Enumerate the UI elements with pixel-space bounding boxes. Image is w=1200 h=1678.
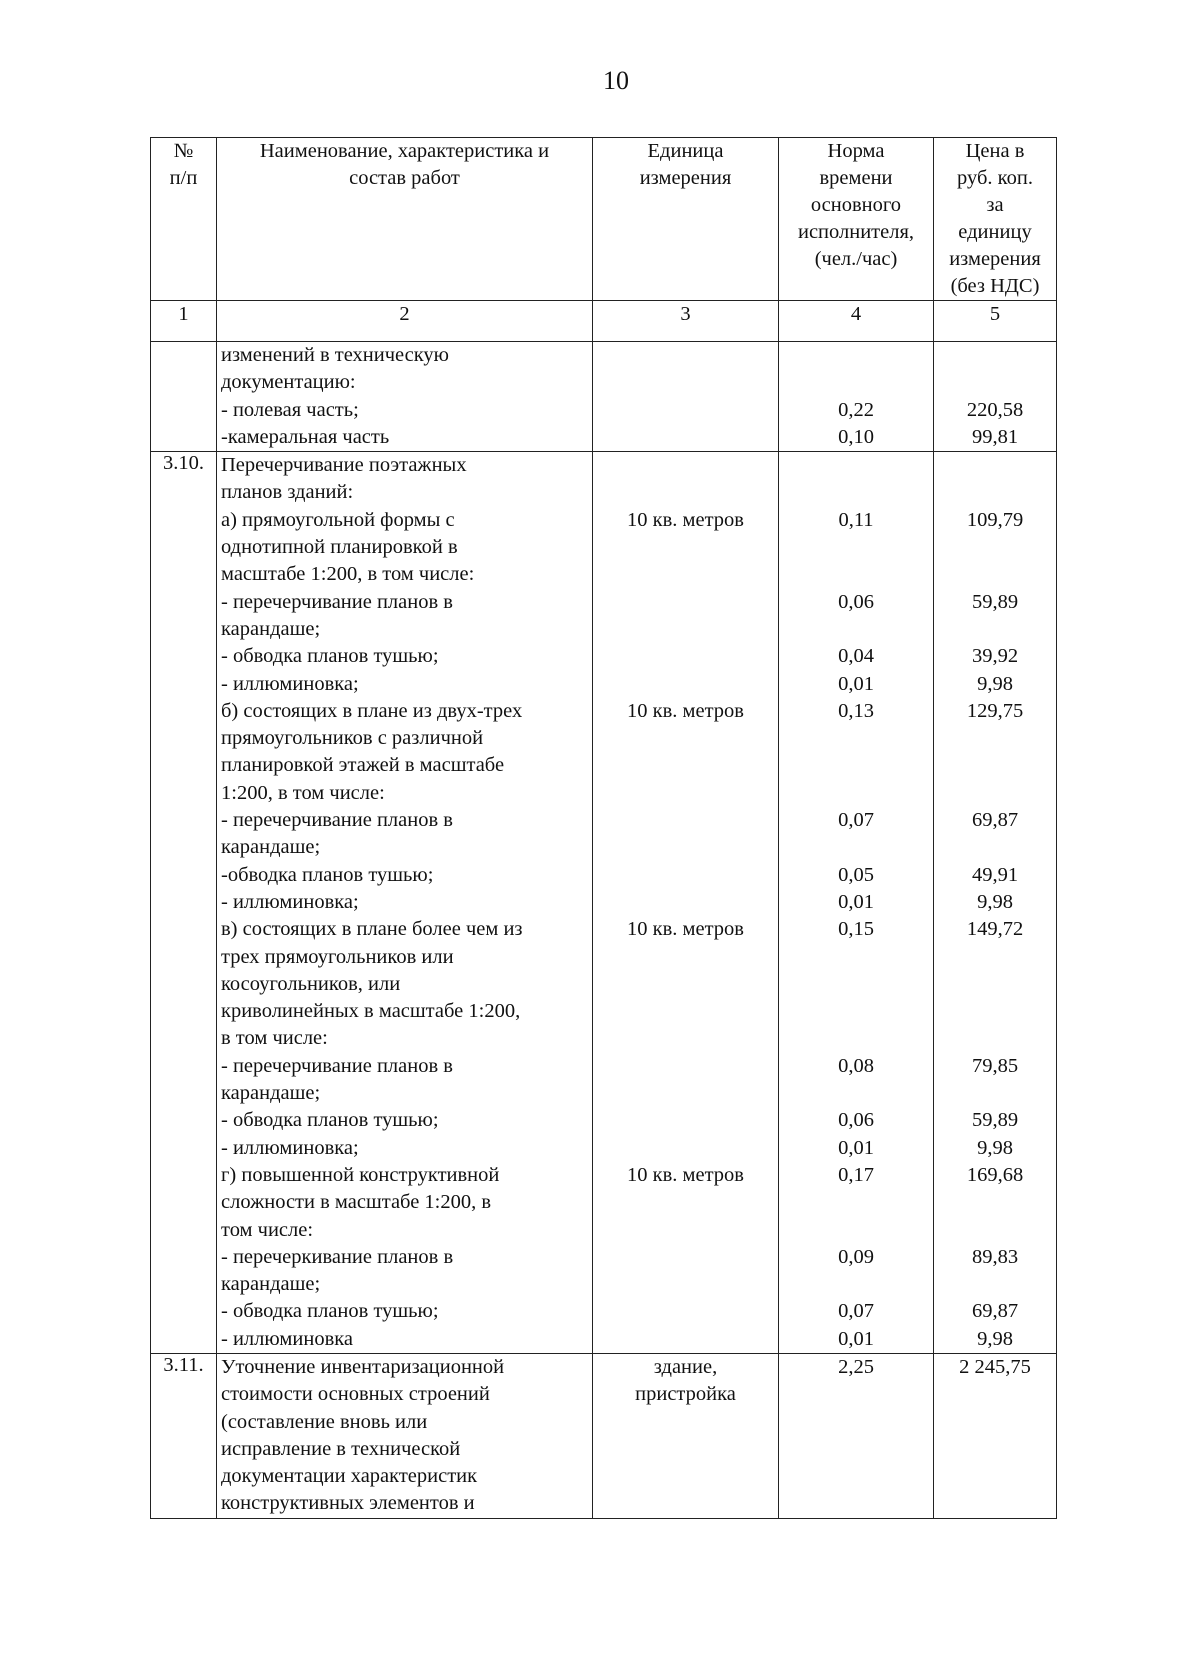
- time-norm-value: [783, 1463, 929, 1490]
- norm-cell: [779, 1353, 934, 1518]
- unit-line: [597, 479, 774, 506]
- time-norm-value: [783, 834, 929, 861]
- price-value: 220,58: [966, 398, 1024, 421]
- unit-line: [597, 671, 774, 698]
- work-description-line: г) повышенной конструктивной: [221, 1163, 500, 1186]
- header-cell-unit: [593, 138, 779, 301]
- work-description-line: в том числе:: [221, 1027, 328, 1050]
- time-norm-value: 0,07: [838, 1300, 874, 1323]
- tariff-table: [150, 137, 1057, 1519]
- unit-cell: [593, 1353, 779, 1518]
- work-description-line: - обводка планов тушью;: [221, 645, 439, 668]
- unit-line: [597, 1025, 774, 1052]
- unit-line: [597, 369, 774, 396]
- unit-line: [597, 1107, 774, 1134]
- price-value: 49,91: [971, 863, 1019, 886]
- price-value: [938, 998, 1052, 1025]
- time-norm-value: [783, 1025, 929, 1052]
- unit-line: [597, 725, 774, 752]
- unit-line: [597, 589, 774, 616]
- work-description-line: изменений в техническую: [221, 344, 449, 366]
- price-value: [938, 1189, 1052, 1216]
- price-value: [938, 780, 1052, 807]
- work-description-line: документации характеристик: [221, 1465, 478, 1488]
- unit-line: [597, 1298, 774, 1325]
- time-norm-value: [783, 1490, 929, 1517]
- header-line: Норма: [827, 140, 885, 162]
- work-description-line: карандаше;: [221, 617, 321, 640]
- column-number: 1: [151, 301, 217, 342]
- unit-line: [597, 834, 774, 861]
- price-value: 149,72: [966, 918, 1024, 941]
- price-value: [938, 1080, 1052, 1107]
- price-cell: [934, 342, 1057, 452]
- work-description-line: - обводка планов тушью;: [221, 1109, 439, 1132]
- price-value: [938, 1025, 1052, 1052]
- time-norm-value: 0,09: [838, 1245, 874, 1268]
- unit-line: [597, 1409, 774, 1436]
- desc-cell: [217, 452, 593, 1354]
- work-description-line: - иллюминовка;: [221, 672, 359, 695]
- unit-line: [597, 1326, 774, 1353]
- time-norm-value: [783, 1409, 929, 1436]
- time-norm-value: [783, 479, 929, 506]
- time-norm-value: 0,13: [838, 699, 874, 722]
- work-description-line: косоугольников, или: [221, 972, 401, 995]
- price-value: 9,98: [977, 1136, 1013, 1159]
- time-norm-value: 0,01: [838, 672, 874, 695]
- header-line: исполнителя,: [797, 221, 915, 243]
- time-norm-value: 0,11: [838, 508, 874, 531]
- unit-line: [597, 752, 774, 779]
- header-line: Единица: [647, 140, 724, 162]
- work-description-line: - перечерчивание планов в: [221, 1054, 453, 1077]
- time-norm-value: [783, 616, 929, 643]
- work-description-line: документацию:: [221, 371, 356, 394]
- header-cell-name: [217, 138, 593, 301]
- work-description-line: - перечеркивание планов в: [221, 1245, 454, 1268]
- header-line: единицу: [958, 221, 1032, 243]
- header-line: Цена в: [965, 140, 1025, 162]
- work-description-line: том числе:: [221, 1218, 314, 1241]
- time-norm-value: 0,10: [838, 425, 874, 448]
- unit-line: [597, 1436, 774, 1463]
- header-cell-price: [934, 138, 1057, 301]
- price-cell: [934, 1353, 1057, 1518]
- price-value: [938, 452, 1052, 479]
- time-norm-value: [783, 1271, 929, 1298]
- time-norm-value: [783, 780, 929, 807]
- unit-line: [597, 862, 774, 889]
- time-norm-value: [783, 725, 929, 752]
- time-norm-value: [783, 944, 929, 971]
- header-line: за: [986, 194, 1004, 216]
- unit-line: [597, 561, 774, 588]
- unit-cell: [593, 342, 779, 452]
- time-norm-value: 2,25: [838, 1355, 874, 1378]
- column-number: 5: [934, 301, 1057, 342]
- unit-line: [597, 643, 774, 670]
- price-value: 9,98: [977, 672, 1013, 695]
- unit-line: [597, 397, 774, 424]
- price-value: [938, 725, 1052, 752]
- time-norm-value: [783, 452, 929, 479]
- work-description-line: Уточнение инвентаризационной: [221, 1355, 505, 1378]
- time-norm-value: [783, 1080, 929, 1107]
- work-description-line: масштабе 1:200, в том числе:: [221, 563, 475, 586]
- unit-line: [597, 1135, 774, 1162]
- work-description-line: 1:200, в том числе:: [221, 781, 385, 804]
- price-value: 59,89: [971, 590, 1019, 613]
- price-value: 9,98: [977, 1327, 1013, 1350]
- work-description-line: - перечерчивание планов в: [221, 590, 453, 613]
- unit-line: [597, 807, 774, 834]
- time-norm-value: [783, 369, 929, 396]
- norm-cell: [779, 342, 934, 452]
- header-line: (чел./час): [814, 248, 898, 270]
- time-norm-value: [783, 752, 929, 779]
- work-description-line: - иллюминовка;: [221, 890, 359, 913]
- work-description-line: а) прямоугольной формы с: [221, 508, 455, 531]
- unit-line: [597, 424, 774, 451]
- time-norm-value: [783, 971, 929, 998]
- price-value: [938, 1490, 1052, 1517]
- price-value: 9,98: [977, 890, 1013, 913]
- table-row: [151, 342, 1057, 452]
- work-description-line: карандаше;: [221, 1082, 321, 1105]
- work-description-line: - перечерчивание планов в: [221, 809, 453, 832]
- work-description-line: Перечерчивание поэтажных: [221, 454, 467, 477]
- column-number: 4: [779, 301, 934, 342]
- column-number: 2: [217, 301, 593, 342]
- work-description-line: в) состоящих в плане более чем из: [221, 918, 523, 941]
- table-body: [151, 342, 1057, 1519]
- price-value: [938, 1436, 1052, 1463]
- time-norm-value: 0,06: [838, 1109, 874, 1132]
- price-cell: [934, 452, 1057, 1354]
- unit-line: [597, 889, 774, 916]
- work-description-line: сложности в масштабе 1:200, в: [221, 1191, 492, 1214]
- table-row: [151, 1353, 1057, 1518]
- work-description-line: однотипной планировкой в: [221, 536, 458, 559]
- price-value: [938, 534, 1052, 561]
- header-line: (без НДС): [950, 275, 1040, 297]
- price-value: [938, 369, 1052, 396]
- unit-line: [597, 1189, 774, 1216]
- work-description-line: криволинейных в масштабе 1:200,: [221, 1000, 521, 1023]
- price-value: [938, 616, 1052, 643]
- price-value: [938, 1217, 1052, 1244]
- work-description-line: планировкой этажей в масштабе: [221, 754, 505, 777]
- desc-cell: [217, 1353, 593, 1518]
- unit-line: [597, 342, 774, 369]
- time-norm-value: [783, 1381, 929, 1408]
- column-number: 3: [593, 301, 779, 342]
- price-value: [938, 561, 1052, 588]
- price-value: 59,89: [971, 1109, 1019, 1132]
- work-description-line: - иллюминовка: [221, 1327, 354, 1350]
- unit-line: [597, 944, 774, 971]
- header-cell-norm: [779, 138, 934, 301]
- price-value: 2 245,75: [959, 1355, 1031, 1378]
- work-description-line: - полевая часть;: [221, 398, 359, 421]
- price-value: 39,92: [971, 645, 1019, 668]
- norm-cell: [779, 452, 934, 1354]
- page-number: 10: [603, 66, 629, 95]
- header-line: основного: [810, 194, 902, 216]
- time-norm-value: 0,07: [838, 809, 874, 832]
- unit-cell: [593, 452, 779, 1354]
- time-norm-value: 0,05: [838, 863, 874, 886]
- work-description-line: прямоугольников с различной: [221, 727, 484, 750]
- unit-line: [597, 1080, 774, 1107]
- price-value: [938, 1463, 1052, 1490]
- unit-line: [597, 1053, 774, 1080]
- price-value: [938, 479, 1052, 506]
- unit-line: пристройка: [635, 1383, 736, 1406]
- time-norm-value: [783, 1189, 929, 1216]
- time-norm-value: 0,04: [838, 645, 874, 668]
- unit-line: [597, 1490, 774, 1517]
- price-value: 109,79: [966, 508, 1024, 531]
- header-line: состав работ: [349, 167, 460, 189]
- unit-line: [597, 1244, 774, 1271]
- time-norm-value: 0,08: [838, 1054, 874, 1077]
- header-line: п/п: [169, 167, 198, 189]
- price-value: 169,68: [966, 1163, 1024, 1186]
- unit-line: [597, 452, 774, 479]
- header-line: измерения: [639, 167, 732, 189]
- time-norm-value: 0,15: [838, 918, 874, 941]
- time-norm-value: [783, 1217, 929, 1244]
- price-value: [938, 1271, 1052, 1298]
- unit-line: 10 кв. метров: [627, 918, 744, 941]
- work-description-line: трех прямоугольников или: [221, 945, 454, 968]
- unit-line: [597, 998, 774, 1025]
- unit-line: [597, 616, 774, 643]
- desc-cell: [217, 342, 593, 452]
- table-header-row: [151, 138, 1057, 301]
- item-number: 3.11.: [151, 1353, 217, 1518]
- unit-line: здание,: [653, 1355, 718, 1378]
- item-number: [151, 342, 217, 452]
- header-line: измерения: [949, 248, 1041, 270]
- work-description-line: планов зданий:: [221, 481, 354, 504]
- unit-line: [597, 1271, 774, 1298]
- price-value: [938, 342, 1052, 369]
- work-description-line: б) состоящих в плане из двух-трех: [221, 699, 523, 722]
- work-description-line: стоимости основных строений: [221, 1383, 490, 1406]
- unit-line: [597, 1463, 774, 1490]
- price-value: 69,87: [971, 809, 1019, 832]
- time-norm-value: 0,17: [838, 1163, 874, 1186]
- price-value: 129,75: [966, 699, 1024, 722]
- header-line: Наименование, характеристика и: [259, 140, 550, 162]
- work-description-line: -обводка планов тушью;: [221, 863, 434, 886]
- time-norm-value: [783, 998, 929, 1025]
- unit-line: 10 кв. метров: [627, 508, 744, 531]
- unit-line: [597, 780, 774, 807]
- work-description-line: - обводка планов тушью;: [221, 1300, 439, 1323]
- price-value: [938, 834, 1052, 861]
- time-norm-value: [783, 561, 929, 588]
- time-norm-value: [783, 1436, 929, 1463]
- time-norm-value: 0,01: [838, 1136, 874, 1159]
- unit-line: 10 кв. метров: [627, 699, 744, 722]
- work-description-line: (составление вновь или: [221, 1410, 428, 1433]
- price-value: 79,85: [971, 1054, 1019, 1077]
- time-norm-value: [783, 342, 929, 369]
- price-value: [938, 971, 1052, 998]
- time-norm-value: 0,01: [838, 890, 874, 913]
- work-description-line: карандаше;: [221, 836, 321, 859]
- time-norm-value: 0,06: [838, 590, 874, 613]
- header-line: руб. коп.: [957, 167, 1033, 189]
- price-value: [938, 944, 1052, 971]
- item-number: 3.10.: [151, 452, 217, 1354]
- header-cell-number: [151, 138, 217, 301]
- work-description-line: карандаше;: [221, 1273, 321, 1296]
- price-value: [938, 752, 1052, 779]
- unit-line: 10 кв. метров: [627, 1163, 744, 1186]
- unit-line: [597, 1217, 774, 1244]
- price-value: 89,83: [971, 1245, 1019, 1268]
- header-line: времени: [819, 167, 893, 189]
- column-number-row: [151, 301, 1057, 342]
- work-description-line: конструктивных элементов и: [221, 1492, 475, 1515]
- header-line: №: [173, 140, 194, 162]
- time-norm-value: [783, 534, 929, 561]
- unit-line: [597, 971, 774, 998]
- time-norm-value: 0,01: [838, 1327, 874, 1350]
- work-description-line: -камеральная часть: [221, 425, 390, 448]
- table-row: [151, 452, 1057, 1354]
- price-value: 99,81: [971, 425, 1019, 448]
- price-value: [938, 1409, 1052, 1436]
- unit-line: [597, 534, 774, 561]
- work-description-line: - иллюминовка;: [221, 1136, 359, 1159]
- price-value: 69,87: [971, 1300, 1019, 1323]
- work-description-line: исправление в технической: [221, 1437, 461, 1460]
- price-value: [938, 1381, 1052, 1408]
- time-norm-value: 0,22: [838, 398, 874, 421]
